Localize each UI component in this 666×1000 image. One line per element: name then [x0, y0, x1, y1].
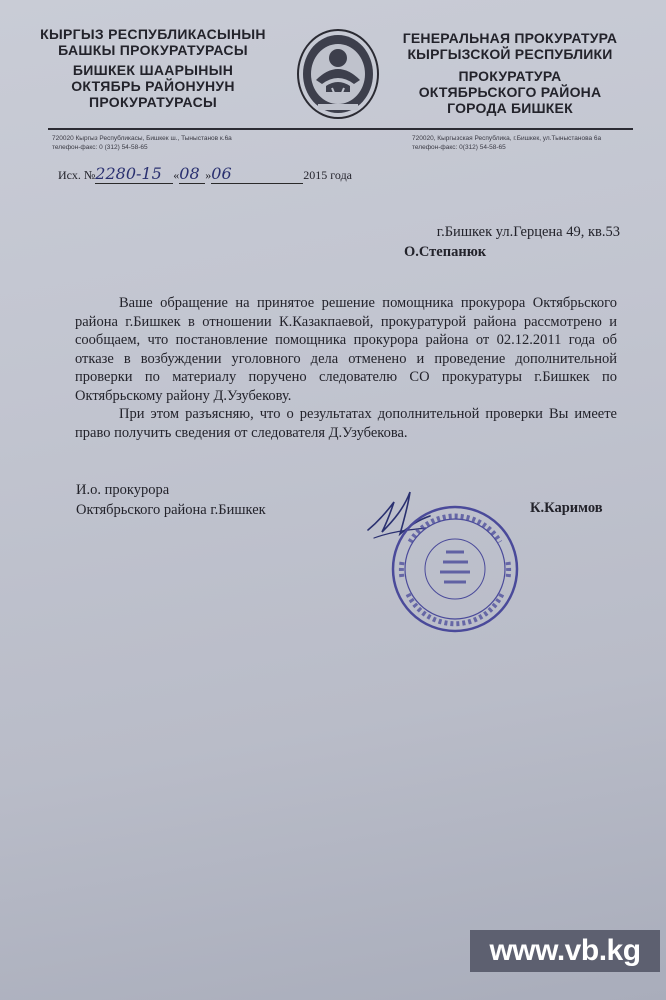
state-emblem-icon	[296, 28, 380, 120]
signatory-title-line1: И.о. прокурора	[76, 482, 170, 498]
recipient-name: О.Степанюк	[404, 244, 487, 260]
source-watermark: www.vb.kg	[470, 930, 660, 972]
header-right-org-line1: ГЕНЕРАЛЬНАЯ ПРОКУРАТУРА	[402, 30, 618, 46]
reference-year: 2015 года	[303, 168, 353, 182]
letter-body	[75, 294, 617, 442]
recipient-address: г.Бишкек ул.Герцена 49, кв.53	[436, 224, 620, 240]
header-right-address-line2: телефон-факс: 0(312) 54-58-65	[412, 144, 506, 151]
recipient-block	[390, 222, 620, 262]
header-divider	[48, 128, 633, 130]
header-left-address-line1: 720020 Кыргыз Республикасы, Бишкек ш., Тыныстанов к.6а	[52, 135, 232, 142]
signatory-title-line2: Октябрьского района г.Бишкек	[76, 502, 266, 518]
header-left-org-line2: БАШКЫ ПРОКУРАТУРАСЫ	[58, 42, 248, 58]
reference-month: 06	[211, 164, 232, 183]
signatory-title	[76, 480, 266, 520]
outgoing-reference	[58, 164, 352, 184]
reference-day: 08	[179, 164, 200, 183]
header-right-address-line1: 720020, Кыргызская Республика, г.Бишкек, ул.Тыныстанова 6а	[412, 135, 602, 142]
reference-quote-open: «	[173, 168, 180, 182]
reference-quote-close: »	[205, 168, 212, 182]
header-left-org-line1: КЫРГЫЗ РЕСПУБЛИКАСЫНЫН	[40, 26, 266, 42]
reference-prefix: Исх. №	[58, 168, 96, 182]
header-left-sub-line3: ПРОКУРАТУРАСЫ	[88, 94, 218, 110]
header-left-address	[52, 134, 292, 152]
header-right-sub-line3: ГОРОДА БИШКЕК	[447, 100, 573, 116]
reference-number: 2280-15	[95, 164, 162, 183]
header-left-kyrgyz	[28, 26, 278, 110]
header-right-sub-line2: ОКТЯБРЬСКОГО РАЙОНА	[418, 84, 602, 100]
body-paragraph-2: При этом разъясняю, что о результатах дополнительной проверки Вы имеете право получить сведения от следователя Д.Узубекова.	[75, 406, 617, 441]
header-right-russian	[395, 30, 625, 116]
body-paragraph-1: Ваше обращение на принятое решение помощника прокурора Октябрьского района г.Бишкек в отношении К.Казакпаевой, прокуратурой района рассмотрено и сообщаем, что постановление помощника прокурора района от 02.12.2011 года об отказе в возбуждении уголовного дела отменено и проведение дополнительной проверки по материалу поручено следователю СО прокуратуры г.Бишкек по Октябрьскому району Д.Узубекову.	[75, 295, 617, 404]
header-left-sub-line2: ОКТЯБРЬ РАЙОНУНУН	[71, 78, 235, 94]
header-left-sub-line1: БИШКЕК ШААРЫНЫН	[72, 62, 234, 78]
header-right-sub-line1: ПРОКУРАТУРА	[458, 68, 562, 84]
header-right-org-line2: КЫРГЫЗСКОЙ РЕСПУБЛИКИ	[407, 46, 613, 62]
signer-name: К.Каримов	[530, 500, 603, 516]
header-right-address	[412, 134, 642, 152]
header-left-address-line2: телефон-факс: 0 (312) 54-58-65	[52, 144, 148, 151]
official-stamp-icon	[388, 502, 522, 636]
